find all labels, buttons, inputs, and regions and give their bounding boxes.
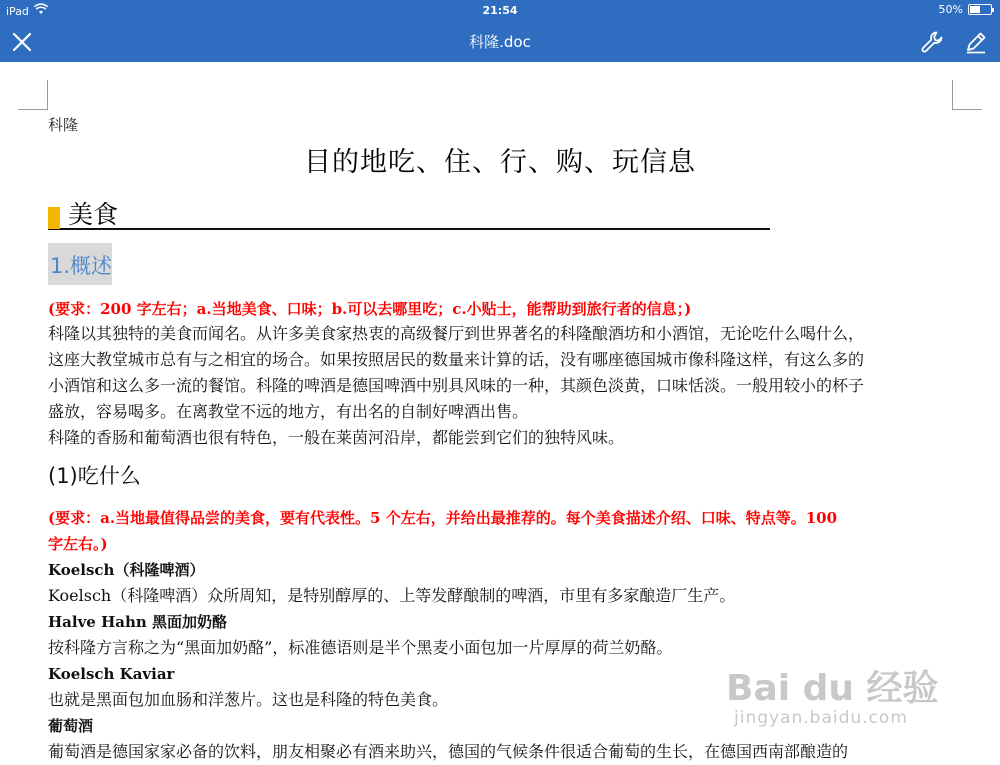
heading-1 bbox=[48, 195, 770, 230]
page-corner-top-right bbox=[952, 80, 982, 110]
doc-title: 目的地吃、住、行、购、玩信息 bbox=[304, 147, 696, 178]
heading-2[interactable] bbox=[48, 243, 112, 285]
heading-1-text: 美食 bbox=[68, 200, 119, 229]
paragraph-line: 盛放，容易喝多。在离教堂不远的地方，有出名的自制好啤酒出售。 bbox=[48, 402, 529, 421]
page-corner-top-left bbox=[18, 80, 48, 110]
paragraph-line: 科隆的香肠和葡萄酒也很有特色，一般在莱茵河沿岸，都能尝到它们的独特风味。 bbox=[48, 428, 625, 447]
battery-icon bbox=[968, 4, 992, 15]
device-name: iPad bbox=[6, 4, 29, 18]
paragraph-line: 这座大教堂城市总有与之相宜的场合。如果按照居民的数量来计算的话，没有哪座德国城市像科隆这样，有这么多的 bbox=[48, 350, 865, 369]
dish-name: Koelsch Kaviar bbox=[48, 665, 175, 683]
paragraph-overview bbox=[48, 321, 958, 451]
dish-description: 葡萄酒是德国家家必备的饮料，朋友相聚必有酒来助兴，德国的气候条件很适合葡萄的生长，在德国西南部酿造的 bbox=[48, 742, 849, 761]
watermark-url: jingyan.baidu.com bbox=[734, 708, 908, 728]
status-bar bbox=[0, 0, 1000, 22]
dish-description: Koelsch（科隆啤酒）众所周知，是特别醇厚的、上等发酵酿制的啤酒，市里有多家酿造厂生产。 bbox=[48, 586, 736, 605]
dish-name: Halve Hahn 黑面加奶酪 bbox=[48, 613, 227, 631]
status-right bbox=[939, 3, 992, 16]
heading-3: (1)吃什么 bbox=[48, 464, 141, 488]
dish-description: 按科隆方言称之为“黑面加奶酪”，标准德语则是半个黑麦小面包加一片厚厚的荷兰奶酪。 bbox=[48, 638, 673, 657]
requirement-line: 字左右。) bbox=[48, 535, 108, 553]
watermark-logo: Bai du 经验 bbox=[726, 668, 939, 709]
heading-marker bbox=[48, 207, 60, 229]
requirement-note-1: (要求：200 字左右；a.当地美食、口味；b.可以去哪里吃；c.小贴士，能帮助到旅行者的信息；) bbox=[48, 300, 692, 318]
dish-name: 葡萄酒 bbox=[48, 717, 94, 735]
dish-name: Koelsch（科隆啤酒） bbox=[48, 561, 205, 579]
requirement-note-2 bbox=[48, 505, 958, 557]
top-bar bbox=[0, 0, 1000, 62]
heading-2-text: 1.概述 bbox=[50, 254, 113, 278]
requirement-line: (要求：a.当地最值得品尝的美食，要有代表性。5 个左右，并给出最推荐的。每个美食描述介绍、口味、特点等。100 bbox=[48, 509, 838, 527]
status-time: 21:54 bbox=[482, 4, 518, 17]
page-header: 科隆 bbox=[48, 116, 79, 134]
paragraph-line: 科隆以其独特的美食而闻名。从许多美食家热衷的高级餐厅到世界著名的科隆酿酒坊和小酒馆，无论吃什么喝什么， bbox=[48, 324, 865, 343]
pencil-icon[interactable] bbox=[962, 28, 990, 56]
baidu-watermark bbox=[726, 660, 986, 740]
battery-percent: 50% bbox=[938, 3, 963, 16]
document-title: 科隆.doc bbox=[469, 33, 531, 51]
wrench-icon[interactable] bbox=[918, 28, 946, 56]
paragraph-line: 小酒馆和这么多一流的餐馆。科隆的啤酒是德国啤酒中别具风味的一种，其颜色淡黄，口味恬淡。一般用较小的杯子 bbox=[48, 376, 865, 395]
nav-bar bbox=[0, 22, 1000, 62]
dish-description: 也就是黑面包加血肠和洋葱片。这也是科隆的特色美食。 bbox=[48, 690, 449, 709]
